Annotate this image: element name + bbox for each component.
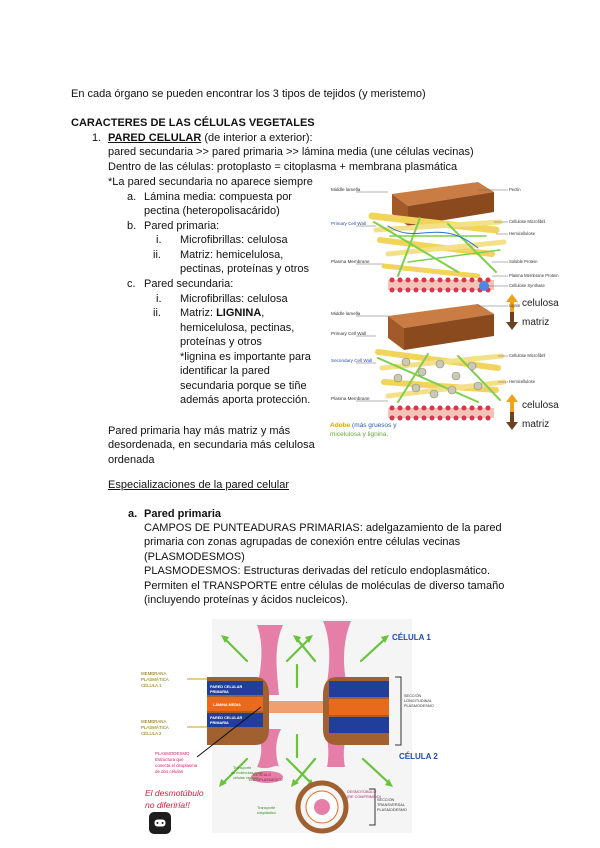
fig1-right-top-5: Plasma Membrane Protein [509, 273, 559, 278]
fig1-left-bot-4: Plasma Membrane [331, 396, 370, 401]
desmotubulo-a: DESMOTÚBULO [347, 790, 377, 794]
sub-c-ii-line3: proteínas y otros [180, 336, 262, 348]
item1-title-line [108, 131, 313, 146]
sub-c-ii-marker: ii. [153, 307, 161, 319]
fig1-right-bot-2: Cellulose Microfibril [509, 353, 546, 358]
sub-a-line2: pectina (heteropolisacárido) [144, 205, 280, 217]
plasmodesmata-figure [137, 617, 440, 837]
plasmodesmo-d: de dos células [155, 769, 184, 774]
pared-primaria-title: Pared primaria [144, 508, 222, 520]
transporte-c: células vecinas [233, 776, 259, 780]
fig1-left-top-1: Middle lamella [331, 187, 361, 192]
cell-wall-figure [328, 176, 564, 442]
matriz-suffix: , [261, 307, 265, 319]
fig1-right-bot-1: Lignin [509, 303, 521, 308]
sub-a-line1: Lámina media: compuesta por [144, 191, 292, 203]
transp2-b: simplástico [257, 811, 276, 815]
mem2-c: CÉLULA 2 [141, 731, 162, 736]
transporte-b: de moléculas entre [231, 771, 264, 775]
item1-line2: Dentro de las células: protoplasto = citoplasma + membrana plasmática [108, 161, 458, 173]
fig1-caption-line1 [330, 422, 397, 429]
item1-number: 1. [92, 132, 102, 144]
especializaciones-heading: Especializaciones de la pared celular [108, 479, 289, 491]
fig1-left-bot-3: Secondary Cell Wall [331, 358, 373, 363]
sub-b-marker: b. [127, 220, 137, 232]
pared-primaria-marker: a. [128, 508, 138, 520]
celula1-label: CÉLULA 1 [392, 633, 431, 642]
plasmodesmo-a: PLASMODESMO [155, 751, 190, 756]
transp2-a: Transporte [257, 806, 276, 810]
summary-line1: Pared primaria hay más matriz y más [108, 425, 291, 437]
lignina-bold: LIGNINA [216, 307, 262, 319]
band3-a: PARED CELULAR [210, 716, 243, 720]
sub-b-i-marker: i. [156, 234, 162, 246]
sec-long-a: SECCIÓN [404, 694, 422, 698]
sub-b-i: Microfibrillas: celulosa [180, 234, 288, 246]
intro-text: En cada órgano se pueden encontrar los 3 tipos de tejidos (y meristemo) [71, 88, 426, 100]
section-heading: CARACTERES DE LAS CÉLULAS VEGETALES [71, 117, 315, 129]
mem2-b: PLASMÁTICA [141, 725, 169, 730]
sub-b-ii-line2: pectinas, proteínas y otros [180, 263, 310, 275]
sub-b-ii-marker: ii. [153, 249, 161, 261]
mem1-a: MEMBRANA [141, 671, 167, 676]
band2: LÁMINA MEDIA [213, 703, 241, 707]
celulosa-label-bottom: celulosa [522, 400, 559, 411]
fig1-left-bot-2: Primary Cell Wall [331, 331, 367, 336]
pared-primaria-p3: (PLASMODESMOS) [144, 551, 245, 563]
fig1-left-top-2: Primary Cell Wall [331, 221, 367, 226]
matriz-prefix: Matriz: [180, 307, 217, 319]
mem1-c: CÉLULA 1 [141, 683, 162, 688]
pared-primaria-p1: CAMPOS DE PUNTEADURAS PRIMARIAS: adelgazamiento de la pared [144, 522, 502, 534]
transporte-a: Transporte [233, 766, 252, 770]
fig1-left-top-3: Plasma Membrane [331, 259, 370, 264]
band1-a: PARED CELULAR [210, 685, 243, 689]
fig1-right-top-1: Pectin [509, 187, 521, 192]
matriz-label-bottom: matriz [522, 419, 550, 430]
summary-line3: ordenada [108, 454, 155, 466]
fig1-caption-a: Adobe [330, 422, 351, 429]
desmotubulo-b: (RE COMPRIMIDO) [347, 795, 381, 799]
plasmodesmo-c: conecta el citoplasma [155, 763, 198, 768]
band1-b: PRIMARIA [210, 690, 229, 694]
sub-c-ii-line2: hemicelulosa, pectinas, [180, 322, 295, 334]
lignina-note-3: secundaria porque se tiñe [180, 380, 307, 392]
pared-primaria-p2: primaria con zonas agrupadas de conexión entre células vecinas [144, 536, 461, 548]
celulosa-label-top: celulosa [522, 298, 559, 309]
fig1-right-bot-3: Hemicellulose [509, 379, 536, 384]
lignina-note-4: además aporta protección. [180, 394, 311, 406]
fig1-right-top-6: Cellulose Synthase [509, 283, 545, 288]
sub-c-ii-line1 [180, 306, 264, 321]
fig1-right-top-2: Cellulose Microfibril [509, 219, 546, 224]
band3-b: PRIMARIA [210, 721, 229, 725]
sec-long-b: LONGITUDINAL [404, 699, 433, 703]
sec-trans-a: SECCIÓN [377, 798, 395, 802]
handwritten-note-2: no diferiría!! [145, 800, 190, 810]
app-badge-icon[interactable] [149, 812, 171, 834]
fig1-right-top-3: Hemicellulose [509, 231, 536, 236]
reticulo-b: ENDOPLASMÁTICO [249, 778, 283, 782]
matriz-label-top: matriz [522, 317, 550, 328]
pared-celular-title: PARED CELULAR [108, 132, 202, 144]
fig1-right-top-4: Soluble Protein [509, 259, 538, 264]
mem1-b: PLASMÁTICA [141, 677, 169, 682]
pared-primaria-p5: Permiten el TRANSPORTE entre células de moléculas de diverso tamaño [144, 580, 505, 592]
sub-c-i-marker: i. [156, 293, 162, 305]
handwritten-note-1: El desmotúbulo [145, 788, 204, 798]
fig1-caption-c: micelulosa y lignina. [330, 431, 389, 438]
sub-c-label: Pared secundaria: [144, 278, 234, 290]
sec-long-c: PLASMODESMO [404, 704, 434, 708]
sec-trans-b: TRANSVERSAL [377, 803, 405, 807]
reticulo-a: RETÍCULO [253, 773, 272, 777]
fig1-left-bot-1: Middle lamella [331, 311, 361, 316]
celula2-label: CÉLULA 2 [399, 752, 438, 761]
fig1-caption-b: (más gruesos y [350, 422, 397, 429]
pared-primaria-p6: (incluyendo proteínas y ácidos nucleicos). [144, 594, 349, 606]
sub-b-ii-line1: Matriz: hemicelulosa, [180, 249, 284, 261]
item1-line1: pared secundaria >> pared primaria >> lámina media (une células vecinas) [108, 146, 474, 158]
sub-a-marker: a. [127, 191, 137, 203]
item1-line3: *La pared secundaria no aparece siempre [108, 176, 313, 188]
pared-primaria-p4: PLASMODESMOS: Estructuras derivadas del retículo endoplasmático. [144, 565, 491, 577]
sub-b-label: Pared primaria: [144, 220, 220, 232]
plasmodesmo-b: Estructura que [155, 757, 184, 762]
sub-c-i: Microfibrillas: celulosa [180, 293, 288, 305]
sub-c-marker: c. [127, 278, 136, 290]
summary-line2: desordenada, en secundaria más celulosa [108, 439, 315, 451]
gamepad-icon [154, 818, 166, 828]
sec-trans-c: PLASMODESMO [377, 808, 407, 812]
lignina-note-2: identificar la pared [180, 365, 270, 377]
pared-celular-suffix: (de interior a exterior): [201, 132, 313, 144]
mem2-a: MEMBRANA [141, 719, 167, 724]
lignina-note-1: *lignina es importante para [180, 351, 311, 363]
